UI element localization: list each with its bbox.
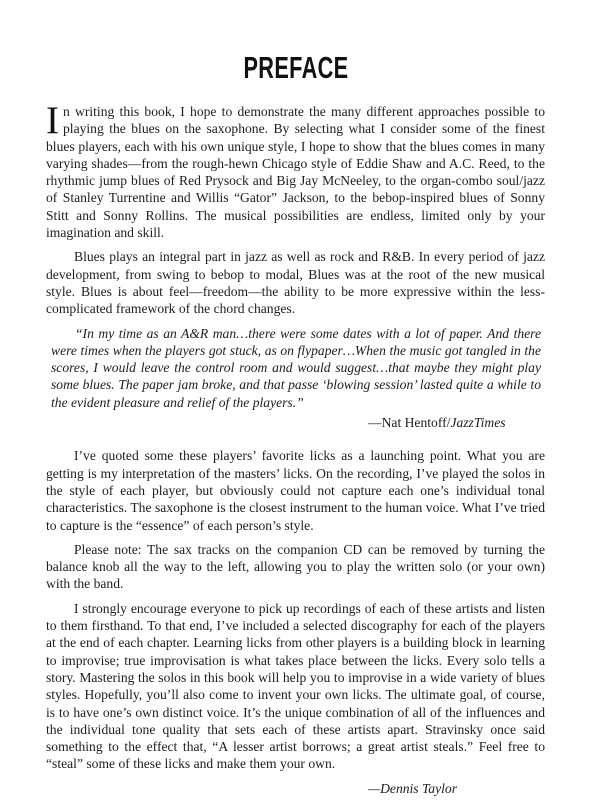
paragraph-cd-note: Please note: The sax tracks on the companion CD can be removed by turning the balance knob all the way to the left, allowing you to play the written solo (or your own) with the band. (46, 541, 545, 592)
quote-attribution-name: —Nat Hentoff/ (368, 415, 451, 431)
intro-paragraph (46, 99, 545, 241)
paragraph-encouragement: I strongly encourage everyone to pick up recordings of each of these artists and listen to them firsthand. To that end, I’ve included a selected discography for each of the players at the end of each chapter. Learning licks from other players is a building block in learning to improvise; true improvisation is what takes place between the licks. Every solo tells a story. Mastering the solos in this book will help you to improvise in a wide variety of blues styles. Hopefully, you’ll also come to invent your own licks. The ultimate goal, of course, is to have one’s own distinct voice. It’s the unique combination of all of the influences and the individual tone quality that sets each of these artists apart. Stravinsky once said something to the effect that, “A lesser artist borrows; a great artist steals.” Feel free to “steal” some of these licks and make them your own. (46, 600, 545, 772)
author-signature: —Dennis Taylor (368, 780, 458, 796)
paragraph-licks: I’ve quoted some these players’ favorite licks as a launching point. What you are getting is my interpretation of the masters’ licks. On the recording, I’ve played the solos in the style of each player, but obviously could not capture each one’s individual tonal characteristics. The saxophone is the closest instrument to the human voice. What I’ve tried to capture is the “essence” of each person’s style. (46, 448, 545, 533)
preface-body (46, 99, 545, 797)
page-title-container (46, 50, 545, 86)
page-title: PREFACE (243, 50, 348, 85)
intro-paragraph-text: n writing this book, I hope to demonstrate the many different approaches possible to playing the blues on the saxophone. By selecting what I consider some of the finest blues players, each with his own unique style, I hope to show that the blues comes in many varying shades—from the rough-hewn Chicago style of Eddie Shaw and A.C. Reed, to the rhythmic jump blues of Red Prysock and Big Jay McNeeley, to the organ-combo soul/jazz of Stanley Turrentine and Willis “Gator” Jackson, to the bebop-inspired blues of Sonny Stitt and Sonny Rollins. The musical possibilities are endless, limited only by your imagination and skill. (46, 104, 545, 241)
block-quote: “In my time as an A&R man…there were some dates with a lot of paper. And there were times when the players got stuck, as on flypaper…When the music got tangled in the scores, I would leave the control room and would suggest…that maybe they might play some blues. The paper jam broke, and that passe ‘blowing session’ lasted quite a while to the evident pleasure and relief of the players.” (51, 325, 541, 410)
quote-attribution-source: JazzTimes (450, 415, 506, 431)
dropcap-letter: I (46, 99, 59, 142)
quote-attribution (46, 414, 545, 431)
paragraph-blues-role: Blues plays an integral part in jazz as well as rock and R&B. In every period of jazz development, from swing to bebop to modal, Blues was at the root of the new musical style. Blues is about feel—freedom—the ability to be more expressive within the less-complicated framework of the chord changes. (46, 249, 545, 317)
